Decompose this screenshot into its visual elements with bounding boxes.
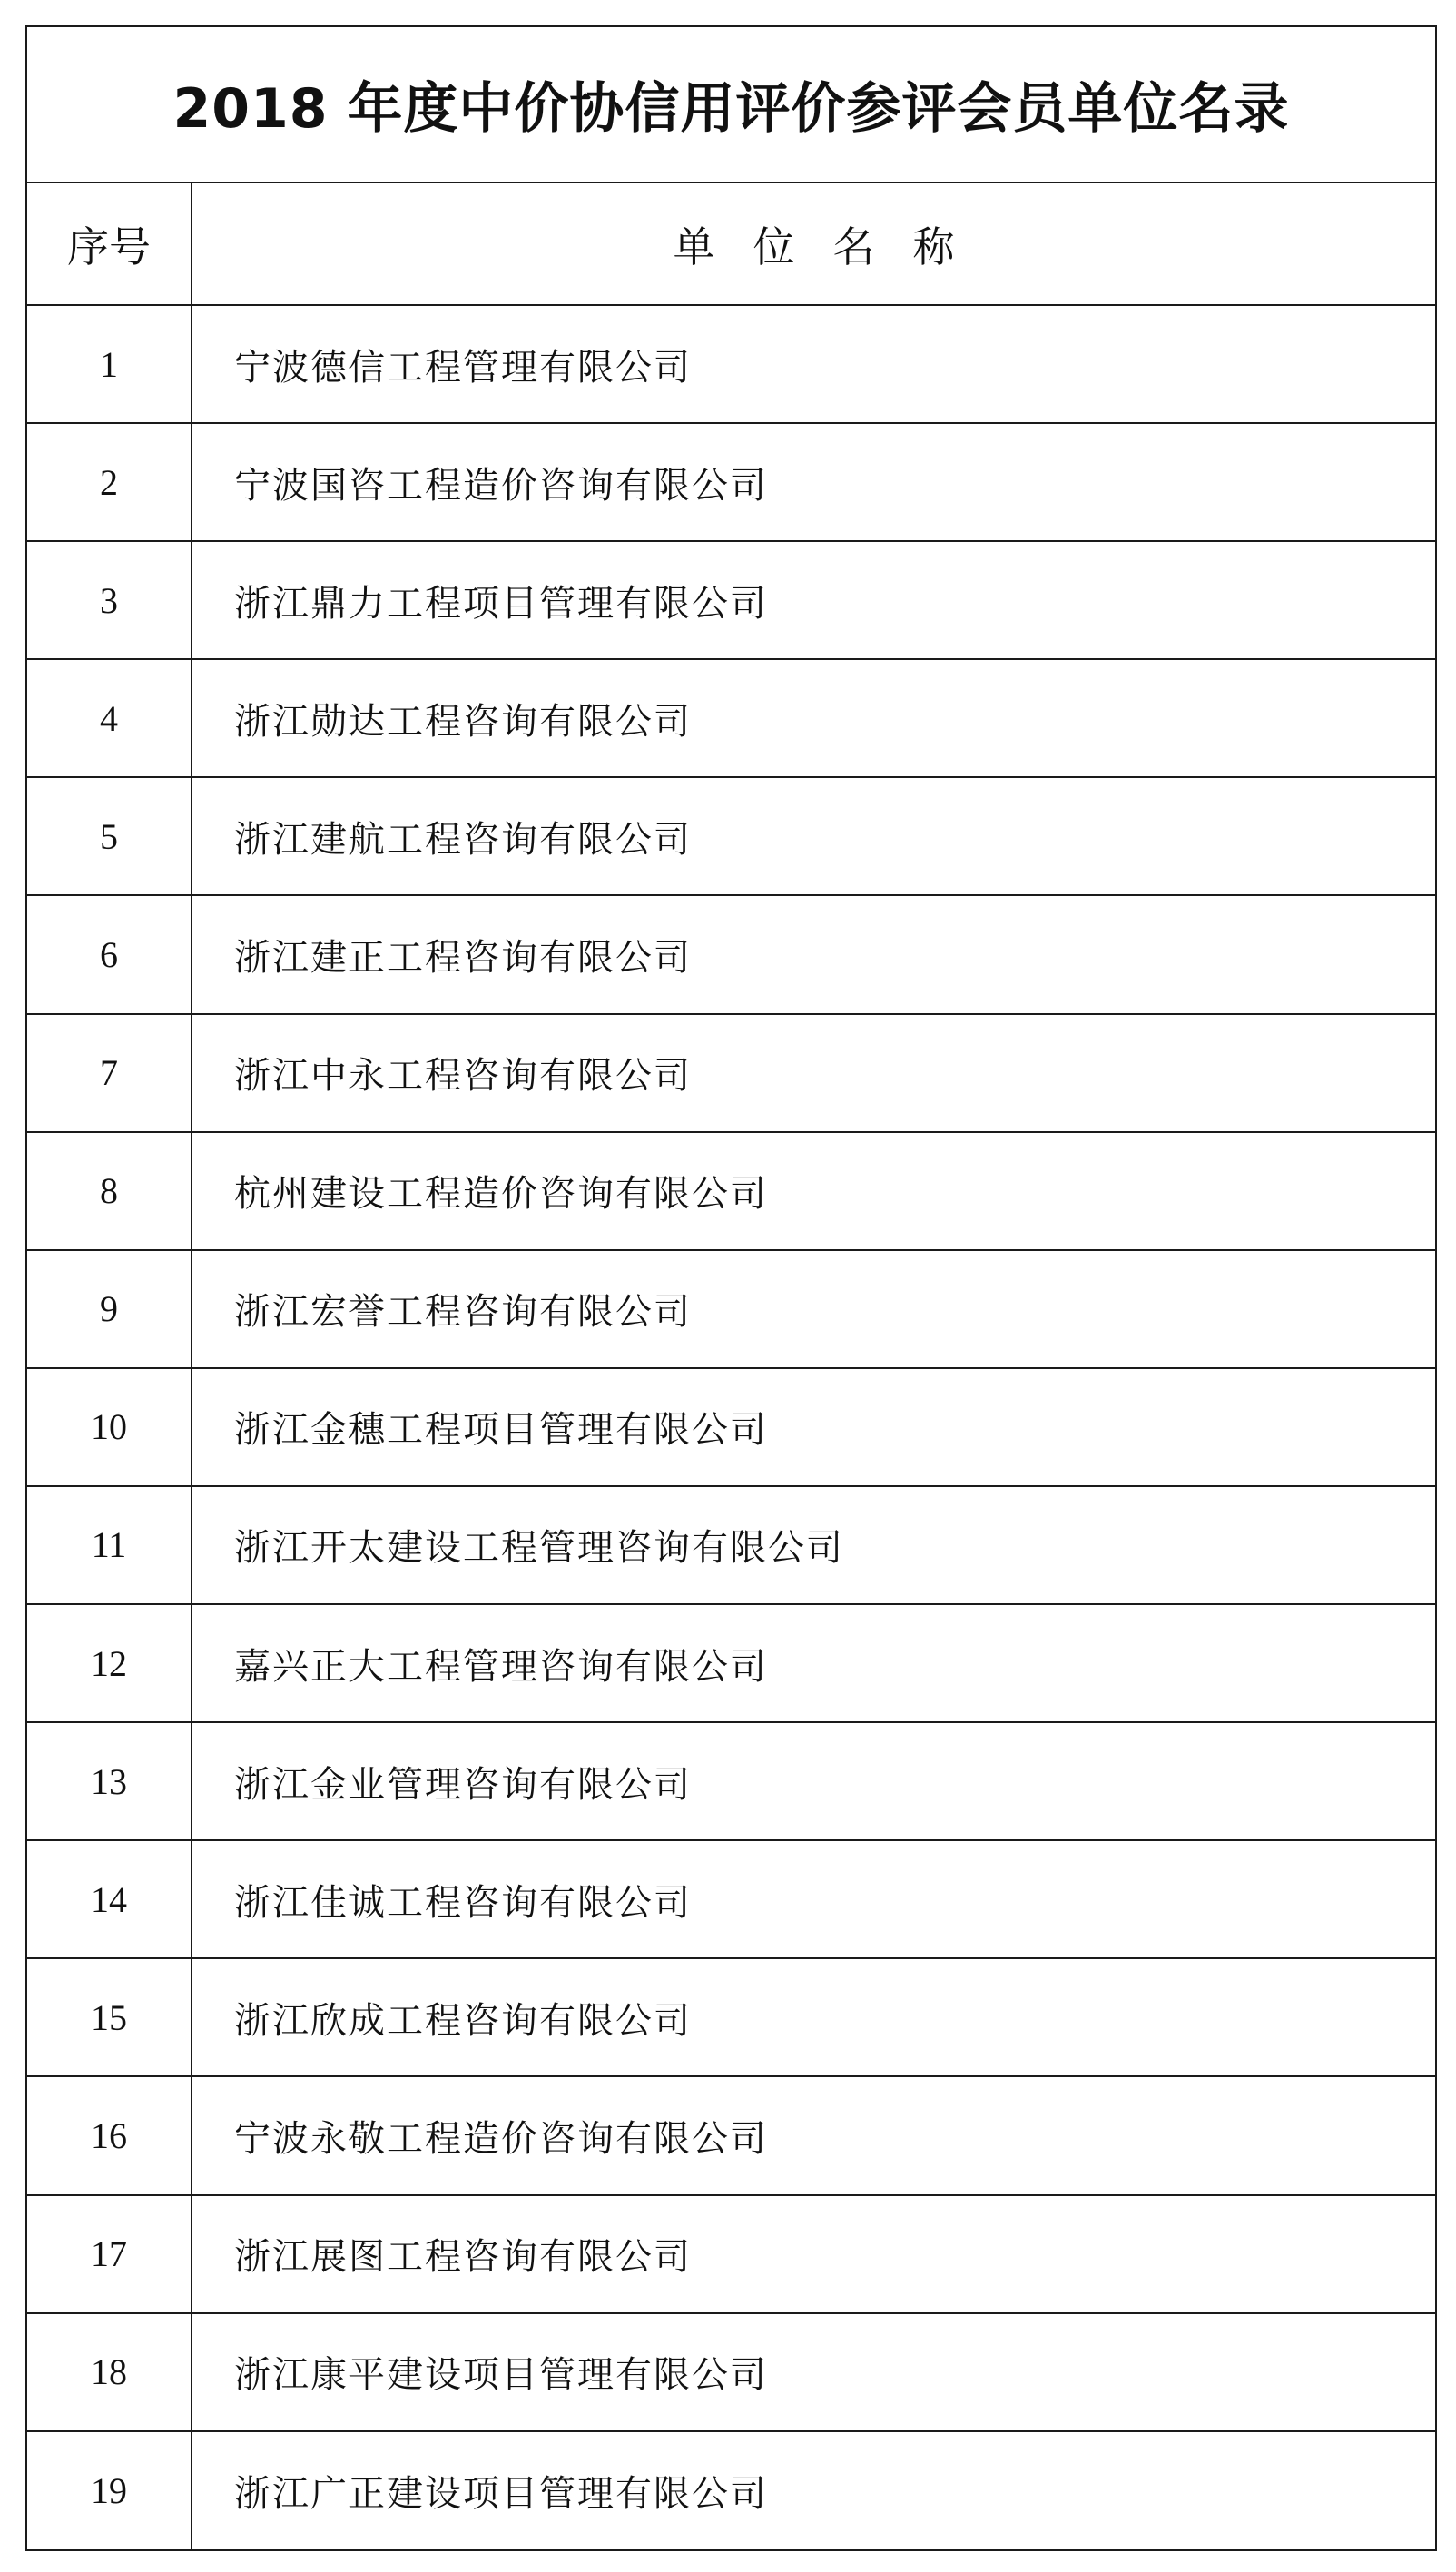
row-serial-number: 11 bbox=[27, 1486, 192, 1604]
row-unit-name: 浙江佳诚工程咨询有限公司 bbox=[192, 1840, 1435, 1958]
row-serial-number: 9 bbox=[27, 1250, 192, 1368]
table-row bbox=[27, 2076, 1435, 2194]
row-serial-number: 19 bbox=[27, 2431, 192, 2549]
row-serial-number: 10 bbox=[27, 1368, 192, 1486]
table-row bbox=[27, 895, 1435, 1013]
row-serial-number: 5 bbox=[27, 777, 192, 895]
row-serial-number: 3 bbox=[27, 541, 192, 659]
table-row bbox=[27, 1604, 1435, 1722]
table-row bbox=[27, 1250, 1435, 1368]
table-row bbox=[27, 2195, 1435, 2313]
row-serial-number: 6 bbox=[27, 895, 192, 1013]
table-row bbox=[27, 305, 1435, 423]
row-unit-name: 浙江建正工程咨询有限公司 bbox=[192, 895, 1435, 1013]
table-row bbox=[27, 1486, 1435, 1604]
table-row bbox=[27, 1132, 1435, 1250]
member-table bbox=[27, 183, 1435, 2549]
row-serial-number: 7 bbox=[27, 1014, 192, 1132]
row-unit-name: 浙江中永工程咨询有限公司 bbox=[192, 1014, 1435, 1132]
row-unit-name: 宁波国咨工程造价咨询有限公司 bbox=[192, 423, 1435, 541]
document-title: 2018 年度中价协信用评价参评会员单位名录 bbox=[27, 27, 1435, 183]
row-unit-name: 浙江欣成工程咨询有限公司 bbox=[192, 1958, 1435, 2076]
row-serial-number: 2 bbox=[27, 423, 192, 541]
table-row bbox=[27, 541, 1435, 659]
table-row bbox=[27, 1958, 1435, 2076]
row-serial-number: 1 bbox=[27, 305, 192, 423]
row-unit-name: 浙江勋达工程咨询有限公司 bbox=[192, 659, 1435, 777]
row-unit-name: 宁波永敬工程造价咨询有限公司 bbox=[192, 2076, 1435, 2194]
row-serial-number: 8 bbox=[27, 1132, 192, 1250]
table-row bbox=[27, 1014, 1435, 1132]
row-serial-number: 16 bbox=[27, 2076, 192, 2194]
row-unit-name: 浙江展图工程咨询有限公司 bbox=[192, 2195, 1435, 2313]
row-serial-number: 4 bbox=[27, 659, 192, 777]
table-row bbox=[27, 423, 1435, 541]
table-row bbox=[27, 659, 1435, 777]
row-unit-name: 宁波德信工程管理有限公司 bbox=[192, 305, 1435, 423]
header-unit-name: 单位名称 bbox=[673, 222, 993, 271]
header-serial-number: 序号 bbox=[27, 183, 192, 305]
row-unit-name: 浙江建航工程咨询有限公司 bbox=[192, 777, 1435, 895]
row-serial-number: 17 bbox=[27, 2195, 192, 2313]
table-row bbox=[27, 1722, 1435, 1840]
row-serial-number: 14 bbox=[27, 1840, 192, 1958]
row-unit-name: 浙江康平建设项目管理有限公司 bbox=[192, 2313, 1435, 2431]
row-unit-name: 浙江广正建设项目管理有限公司 bbox=[192, 2431, 1435, 2549]
row-unit-name: 浙江鼎力工程项目管理有限公司 bbox=[192, 541, 1435, 659]
row-unit-name: 浙江开太建设工程管理咨询有限公司 bbox=[192, 1486, 1435, 1604]
table-row bbox=[27, 1840, 1435, 1958]
row-unit-name: 嘉兴正大工程管理咨询有限公司 bbox=[192, 1604, 1435, 1722]
row-unit-name: 浙江金业管理咨询有限公司 bbox=[192, 1722, 1435, 1840]
row-serial-number: 12 bbox=[27, 1604, 192, 1722]
row-unit-name: 杭州建设工程造价咨询有限公司 bbox=[192, 1132, 1435, 1250]
member-list-document bbox=[25, 25, 1437, 2551]
table-header-row bbox=[27, 183, 1435, 305]
row-unit-name: 浙江宏誉工程咨询有限公司 bbox=[192, 1250, 1435, 1368]
row-serial-number: 18 bbox=[27, 2313, 192, 2431]
table-body bbox=[27, 305, 1435, 2549]
row-unit-name: 浙江金穗工程项目管理有限公司 bbox=[192, 1368, 1435, 1486]
table-row bbox=[27, 2431, 1435, 2549]
table-row bbox=[27, 2313, 1435, 2431]
row-serial-number: 15 bbox=[27, 1958, 192, 2076]
row-serial-number: 13 bbox=[27, 1722, 192, 1840]
table-row bbox=[27, 777, 1435, 895]
table-row bbox=[27, 1368, 1435, 1486]
